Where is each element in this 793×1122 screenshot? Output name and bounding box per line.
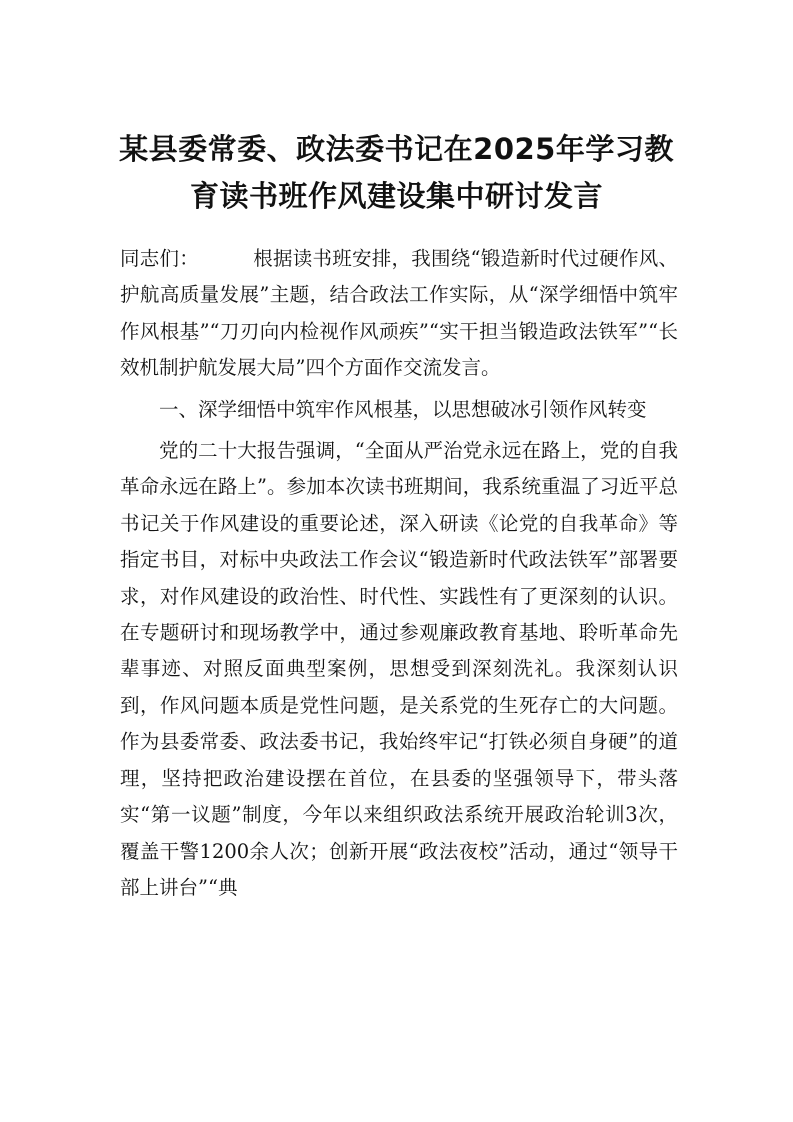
salutation: 同志们： [120, 247, 200, 270]
document-title [110, 126, 683, 220]
intro-text: 根据读书班安排，我围绕“锻造新时代过硬作风、护航高质量发展”主题，结合政法工作实际，从“深学细悟中筑牢作风根基”“刀刃向内检视作风顽疾”“实干担当锻造政法铁军”“长效机制护航发展大局”四个方面作交流发言。 [120, 247, 678, 380]
intro-paragraph [120, 241, 678, 387]
title-line-1: 某县委常委、政法委书记在2025年学习教 [119, 132, 674, 166]
document-body [120, 241, 678, 906]
section-1-body: 党的二十大报告强调，“全面从严治党永远在路上，党的自我革命永远在路上”。参加本次读书班期间，我系统重温了习近平总书记关于作风建设的重要论述，深入研读《论党的自我革命》等指定书目，对标中央政法工作会议“锻造新时代政法铁军”部署要求，对作风建设的政治性、时代性、实践性有了更深刻的认识。在专题研讨和现场教学中，通过参观廉政教育基地、聆听革命先辈事迹、对照反面典型案例，思想受到深刻洗礼。我深刻认识到，作风问题本质是党性问题，是关系党的生死存亡的大问题。作为县委常委、政法委书记，我始终牢记“打铁必须自身硬”的道理，坚持把政治建设摆在首位，在县委的坚强领导下，带头落实“第一议题”制度，今年以来组织政法系统开展政治轮训3次，覆盖干警1200余人次；创新开展“政法夜校”活动，通过“领导干部上讲台”“典 [120, 439, 678, 899]
title-line-2: 育读书班作风建设集中研讨发言 [189, 179, 603, 213]
section-1-heading: 一、深学细悟中筑牢作风根基，以思想破冰引领作风转变 [159, 397, 647, 421]
